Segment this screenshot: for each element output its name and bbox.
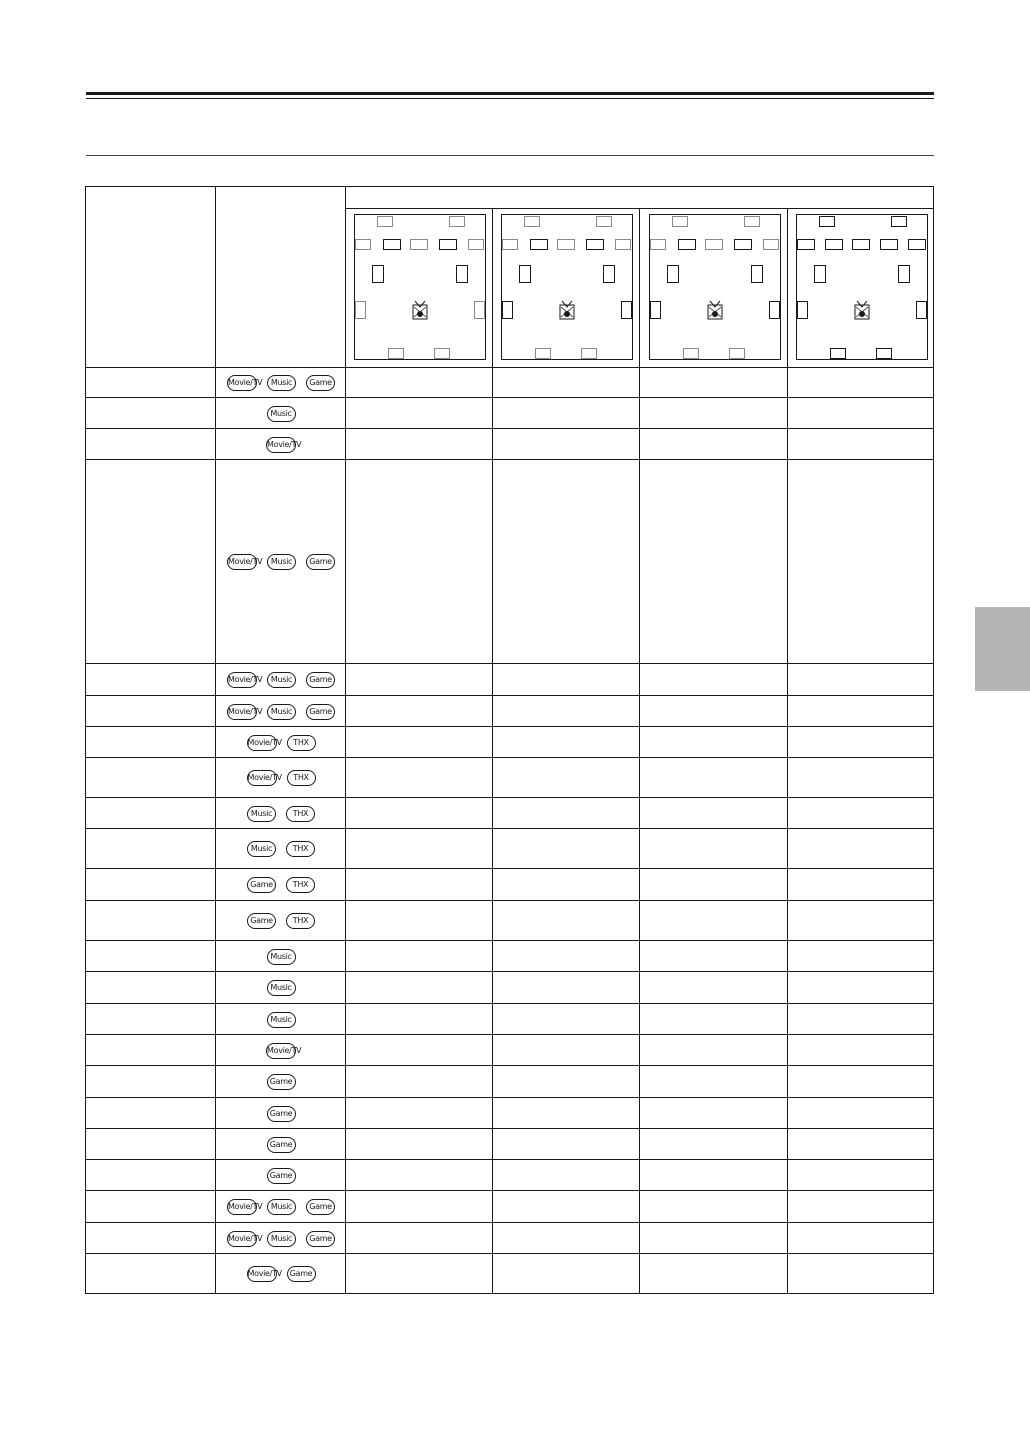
speaker-box-icon [797, 301, 808, 319]
thx-mode-button: THX [286, 877, 315, 893]
movie-tv-mode-button: Movie/TV [247, 1266, 277, 1282]
row-divider [86, 459, 933, 460]
speaker-box-icon [852, 239, 870, 250]
game-mode-button: Game [306, 1231, 335, 1247]
game-mode-button: Game [267, 1074, 296, 1090]
speaker-box-icon [468, 239, 484, 250]
game-mode-button: Game [306, 375, 335, 391]
music-mode-button: Music [247, 806, 276, 822]
speaker-box-icon [769, 301, 780, 319]
speaker-box-icon [519, 265, 531, 283]
music-mode-button: Music [267, 1199, 296, 1215]
game-mode-button: Game [306, 1199, 335, 1215]
speaker-box-icon [650, 239, 666, 250]
speaker-box-icon [388, 348, 404, 359]
speaker-box-icon [596, 216, 612, 227]
movie-tv-mode-button: Movie/TV [227, 1199, 257, 1215]
row-divider [86, 828, 933, 829]
row-divider [86, 1003, 933, 1004]
speaker-box-icon [667, 265, 679, 283]
row-divider [86, 1159, 933, 1160]
listening-mode-table [85, 186, 934, 1294]
speaker-box-icon [581, 348, 597, 359]
music-mode-button: Music [267, 1231, 296, 1247]
music-mode-button: Music [267, 704, 296, 720]
row-divider [86, 695, 933, 696]
speaker-box-icon [615, 239, 631, 250]
column-divider [345, 187, 346, 1293]
row-divider [86, 1222, 933, 1223]
music-mode-button: Music [267, 672, 296, 688]
row-divider [86, 797, 933, 798]
column-divider [787, 208, 788, 1293]
speaker-box-icon [535, 348, 551, 359]
section-rule [86, 155, 934, 156]
thx-mode-button: THX [286, 806, 315, 822]
row-divider [86, 1034, 933, 1035]
speaker-box-icon [705, 239, 723, 250]
movie-tv-mode-button: Movie/TV [247, 770, 277, 786]
movie-tv-mode-button: Movie/TV [247, 735, 277, 751]
speaker-box-icon [410, 239, 428, 250]
speaker-box-icon [383, 239, 401, 250]
speaker-box-icon [916, 301, 927, 319]
speaker-layout-diagram [649, 214, 781, 360]
speaker-layout-diagram [796, 214, 928, 360]
row-divider [86, 1253, 933, 1254]
speaker-box-icon [678, 239, 696, 250]
music-mode-button: Music [267, 554, 296, 570]
speaker-box-icon [621, 301, 632, 319]
movie-tv-mode-button: Movie/TV [227, 704, 257, 720]
speaker-box-icon [377, 216, 393, 227]
thx-mode-button: THX [286, 841, 315, 857]
speaker-box-icon [830, 348, 846, 359]
speaker-box-icon [891, 216, 907, 227]
game-mode-button: Game [267, 1106, 296, 1122]
speaker-box-icon [449, 216, 465, 227]
speaker-box-icon [751, 265, 763, 283]
movie-tv-mode-button: Movie/TV [227, 1231, 257, 1247]
speaker-box-icon [814, 265, 826, 283]
music-mode-button: Music [267, 949, 296, 965]
speaker-box-icon [557, 239, 575, 250]
speaker-box-icon [797, 239, 815, 250]
speaker-layout-diagram [354, 214, 486, 360]
row-divider [86, 397, 933, 398]
speaker-box-icon [603, 265, 615, 283]
game-mode-button: Game [267, 1137, 296, 1153]
music-mode-button: Music [267, 980, 296, 996]
speaker-box-icon [502, 239, 518, 250]
thx-mode-button: THX [287, 770, 316, 786]
row-divider [86, 1065, 933, 1066]
listener-seat-icon [853, 299, 871, 323]
thx-mode-button: THX [286, 913, 315, 929]
speaker-box-icon [880, 239, 898, 250]
game-mode-button: Game [306, 554, 335, 570]
column-divider [639, 208, 640, 1293]
listener-seat-icon [558, 299, 576, 323]
speaker-box-icon [502, 301, 513, 319]
movie-tv-mode-button: Movie/TV [266, 437, 296, 453]
row-divider [86, 1128, 933, 1129]
movie-tv-mode-button: Movie/TV [227, 554, 257, 570]
speaker-box-icon [763, 239, 779, 250]
speaker-box-icon [586, 239, 604, 250]
speaker-box-icon [372, 265, 384, 283]
listener-seat-icon [411, 299, 429, 323]
speaker-box-icon [650, 301, 661, 319]
speaker-box-icon [456, 265, 468, 283]
movie-tv-mode-button: Movie/TV [227, 672, 257, 688]
speaker-box-icon [474, 301, 485, 319]
thx-mode-button: THX [287, 735, 316, 751]
header-rule-thick [86, 92, 934, 95]
row-divider [86, 971, 933, 972]
game-mode-button: Game [267, 1168, 296, 1184]
speaker-box-icon [683, 348, 699, 359]
speaker-box-icon [672, 216, 688, 227]
game-mode-button: Game [306, 704, 335, 720]
column-divider [215, 187, 216, 1293]
row-divider [86, 1190, 933, 1191]
speaker-box-icon [530, 239, 548, 250]
movie-tv-mode-button: Movie/TV [227, 375, 257, 391]
speaker-box-icon [898, 265, 910, 283]
music-mode-button: Music [247, 841, 276, 857]
row-divider [86, 940, 933, 941]
game-mode-button: Game [247, 877, 276, 893]
page-side-tab [975, 607, 1030, 691]
row-divider [86, 726, 933, 727]
row-divider [86, 663, 933, 664]
row-divider [86, 367, 933, 368]
row-divider [86, 868, 933, 869]
row-divider [86, 1097, 933, 1098]
speaker-layout-diagram [501, 214, 633, 360]
speaker-box-icon [355, 239, 371, 250]
speaker-box-icon [825, 239, 843, 250]
speaker-box-icon [355, 301, 366, 319]
column-divider [492, 208, 493, 1293]
listener-seat-icon [706, 299, 724, 323]
movie-tv-mode-button: Movie/TV [266, 1043, 296, 1059]
speaker-box-icon [439, 239, 457, 250]
speaker-box-icon [524, 216, 540, 227]
speaker-box-icon [434, 348, 450, 359]
row-divider [86, 428, 933, 429]
speaker-box-icon [819, 216, 835, 227]
speaker-box-icon [729, 348, 745, 359]
music-mode-button: Music [267, 1012, 296, 1028]
row-divider [86, 757, 933, 758]
music-mode-button: Music [267, 406, 296, 422]
header-rule-thin [86, 98, 934, 99]
row-divider [86, 900, 933, 901]
music-mode-button: Music [267, 375, 296, 391]
speaker-box-icon [876, 348, 892, 359]
speaker-box-icon [908, 239, 926, 250]
game-mode-button: Game [287, 1266, 316, 1282]
speaker-box-icon [734, 239, 752, 250]
game-mode-button: Game [306, 672, 335, 688]
speaker-box-icon [744, 216, 760, 227]
game-mode-button: Game [247, 913, 276, 929]
